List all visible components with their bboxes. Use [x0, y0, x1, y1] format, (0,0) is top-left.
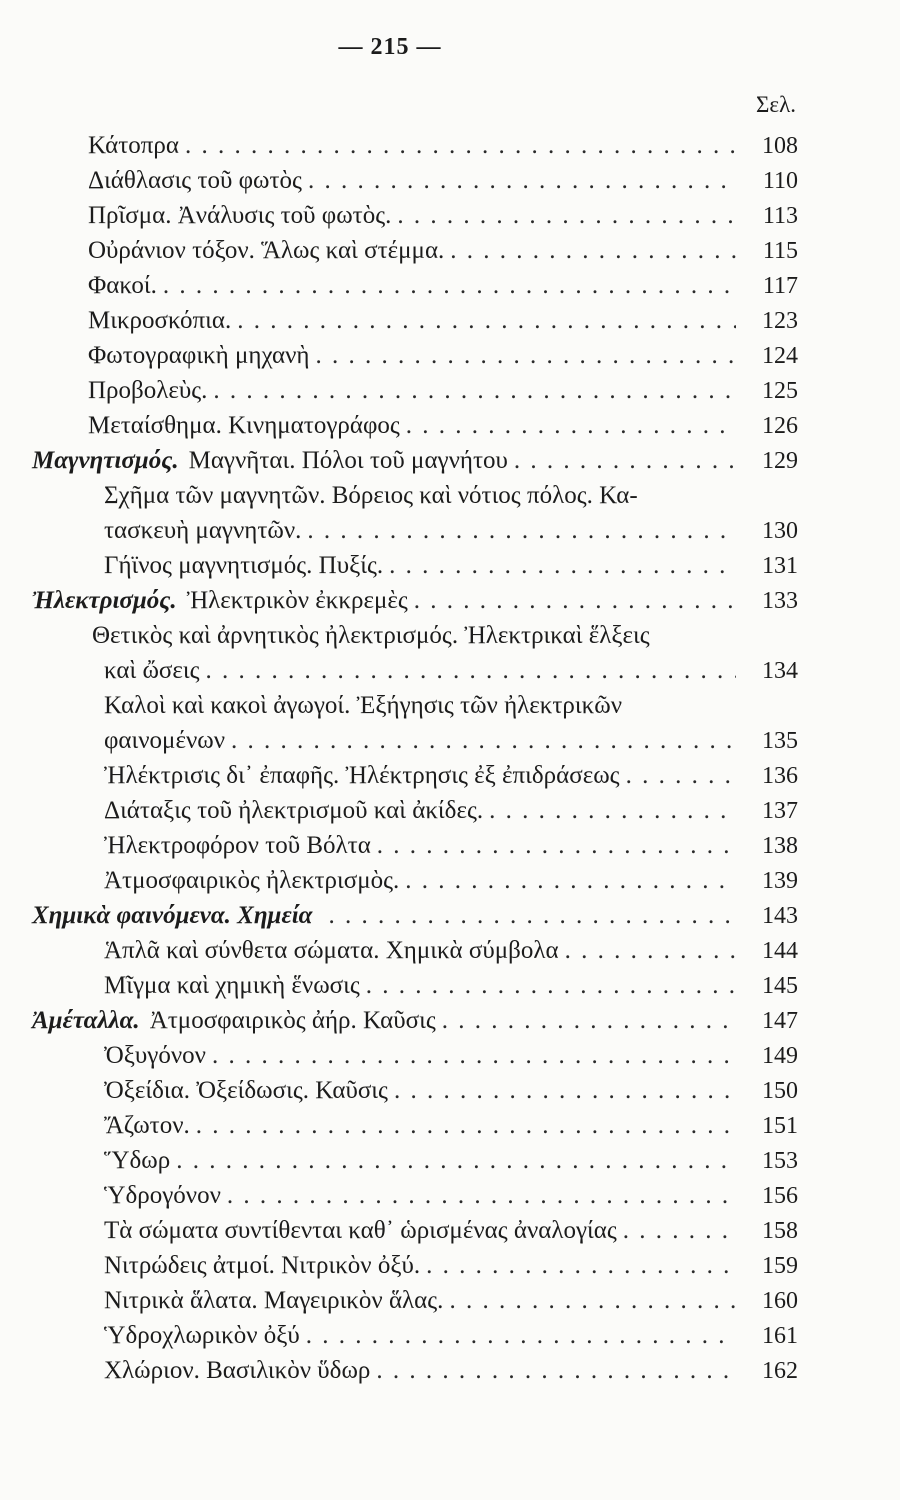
toc-entry [0, 408, 900, 443]
toc-entry [0, 688, 900, 758]
entry-title: Οὐράνιον τόξον. Ἅλως καὶ στέμμα. [88, 237, 445, 264]
entry-title: Νιτρώδεις ἀτμοί. Νιτρικὸν ὀξύ. [104, 1252, 421, 1279]
dot-leader [185, 128, 736, 163]
entry-page-number: 158 [762, 1218, 798, 1244]
dot-leader [163, 268, 736, 303]
dot-leader [213, 373, 736, 408]
entry-page-number: 134 [762, 658, 798, 684]
section-heading: Μαγνητισμός. [32, 447, 179, 474]
entry-line [0, 303, 900, 338]
entry-title: Ἀτμοσφαιρικὸς ἠλεκτρισμὸς. [104, 867, 400, 894]
entry-title: Σχῆμα τῶν μαγνητῶν. Βόρειος καὶ νότιος πόλος. Κα- [104, 482, 638, 509]
entry-title: καὶ ὤσεις [104, 657, 200, 684]
table-of-contents [0, 128, 900, 1388]
entry-page-number: 147 [762, 1008, 798, 1034]
toc-entry [0, 163, 900, 198]
toc-entry [0, 548, 900, 583]
entry-page-number: 162 [762, 1358, 798, 1384]
dot-leader [308, 163, 736, 198]
toc-entry [0, 1318, 900, 1353]
dot-leader [377, 828, 736, 863]
entry-line [0, 828, 900, 863]
dot-leader [623, 1213, 736, 1248]
entry-page-number: 160 [762, 1288, 798, 1314]
entry-line [0, 548, 900, 583]
entry-page-number: 110 [762, 168, 798, 194]
entry-title: Ἠλεκτροφόρον τοῦ Βόλτα [104, 832, 371, 859]
toc-entry [0, 128, 900, 163]
dot-leader [212, 1038, 736, 1073]
entry-line [0, 1318, 900, 1353]
dot-leader [394, 1073, 736, 1108]
entry-page-number: 136 [762, 763, 798, 789]
entry-page-number: 149 [762, 1043, 798, 1069]
entry-title: Διάθλασις τοῦ φωτὸς [88, 167, 302, 194]
dot-leader [176, 1143, 736, 1178]
dot-leader [442, 1003, 736, 1038]
section-heading: Ἠλεκτρισμός. [32, 587, 177, 614]
entry-page-number: 125 [762, 378, 798, 404]
dot-leader [405, 863, 736, 898]
entry-page-number: 130 [762, 518, 798, 544]
entry-line [0, 863, 900, 898]
toc-entry [0, 793, 900, 828]
dot-leader [426, 1248, 736, 1283]
entry-page-number: 123 [762, 308, 798, 334]
dot-leader [366, 968, 736, 1003]
entry-page-number: 135 [762, 728, 798, 754]
entry-line [0, 128, 900, 163]
entry-page-number: 150 [762, 1078, 798, 1104]
toc-entry [0, 268, 900, 303]
entry-title: Νιτρικὰ ἅλατα. Μαγειρικὸν ἅλας. [104, 1287, 444, 1314]
entry-title: Μῖγμα καὶ χημικὴ ἕνωσις [104, 972, 360, 999]
entry-page-number: 151 [762, 1113, 798, 1139]
entry-line [0, 163, 900, 198]
entry-line [0, 1073, 900, 1108]
dot-leader [397, 198, 736, 233]
dot-leader [514, 443, 736, 478]
entry-page-number: 156 [762, 1183, 798, 1209]
toc-entry [0, 1353, 900, 1388]
entry-line [0, 793, 900, 828]
entry-page-number: 144 [762, 938, 798, 964]
entry-title: Χλώριον. Βασιλικὸν ὕδωρ [104, 1357, 371, 1384]
toc-entry [0, 233, 900, 268]
entry-page-number: 115 [762, 238, 798, 264]
entry-line [0, 1178, 900, 1213]
entry-title: Ἁπλᾶ καὶ σύνθετα σώματα. Χημικὰ σύμβολα [104, 937, 559, 964]
dot-leader [389, 548, 736, 583]
toc-entry [0, 863, 900, 898]
toc-entry [0, 1213, 900, 1248]
toc-section-electricity [0, 583, 900, 618]
entry-title: Ὑδροχλωρικὸν ὀξύ [104, 1322, 300, 1349]
entry-title: Ὀξυγόνον [104, 1042, 206, 1069]
dot-leader [328, 898, 736, 933]
entry-line [0, 408, 900, 443]
entry-line [0, 583, 900, 618]
entry-title: Φακοί. [88, 272, 157, 299]
section-heading: Ἀμέταλλα. [32, 1007, 140, 1034]
dot-leader [489, 793, 736, 828]
entry-title: Ἀτμοσφαιρικὸς ἀήρ. Καῦσις [149, 1007, 436, 1034]
dot-leader [315, 338, 736, 373]
entry-title: Τὰ σώματα συντίθενται καθ᾽ ὡρισμένας ἀναλογίας [104, 1217, 617, 1244]
toc-entry [0, 1283, 900, 1318]
entry-page-number: 117 [762, 273, 798, 299]
entry-line [0, 758, 900, 793]
entry-line [0, 1248, 900, 1283]
entry-page-number: 129 [762, 448, 798, 474]
toc-entry [0, 828, 900, 863]
entry-title: Γήϊνος μαγνητισμός. Πυξίς. [104, 552, 384, 579]
dot-leader [307, 513, 736, 548]
toc-entry [0, 618, 900, 688]
entry-line [0, 1213, 900, 1248]
dot-leader [231, 723, 736, 758]
toc-section-chemistry [0, 898, 900, 933]
entry-title: τασκευὴ μαγνητῶν. [104, 517, 302, 544]
toc-entry [0, 1108, 900, 1143]
dot-leader [237, 303, 736, 338]
entry-line [0, 618, 900, 653]
entry-page-number: 113 [762, 203, 798, 229]
toc-entry [0, 1178, 900, 1213]
entry-page-number: 133 [762, 588, 798, 614]
entry-title: Μαγνῆται. Πόλοι τοῦ μαγνήτου [188, 447, 508, 474]
entry-title: Κάτοπρα [88, 132, 179, 159]
entry-line [0, 443, 900, 478]
dot-leader [206, 653, 736, 688]
entry-line [0, 1108, 900, 1143]
entry-line [0, 1003, 900, 1038]
toc-entry [0, 303, 900, 338]
entry-title: Ἠλέκτρισις δι᾽ ἐπαφῆς. Ἠλέκτρησις ἐξ ἐπιδράσεως [104, 762, 620, 789]
entry-page-number: 126 [762, 413, 798, 439]
toc-entry [0, 338, 900, 373]
entry-title: Μικροσκόπια. [88, 307, 232, 334]
dot-leader [227, 1178, 736, 1213]
dot-leader [376, 1353, 736, 1388]
entry-page-number: 161 [762, 1323, 798, 1349]
dot-leader [626, 758, 736, 793]
toc-entry [0, 1038, 900, 1073]
toc-entry [0, 758, 900, 793]
dot-leader [449, 1283, 736, 1318]
page-column-label: Σελ. [756, 92, 796, 117]
entry-page-number: 139 [762, 868, 798, 894]
entry-page-number: 131 [762, 553, 798, 579]
dot-leader [196, 1108, 736, 1143]
entry-line [0, 1283, 900, 1318]
entry-line [0, 1038, 900, 1073]
entry-title: Μεταίσθημα. Κινηματογράφος [88, 412, 400, 439]
entry-line [0, 898, 900, 933]
entry-line [0, 373, 900, 408]
entry-page-number: 138 [762, 833, 798, 859]
entry-line [0, 723, 900, 758]
toc-entry [0, 198, 900, 233]
page-number: — 215 — [338, 34, 442, 60]
dot-leader [406, 408, 736, 443]
entry-title: φαινομένων [104, 727, 226, 754]
entry-title: Πρῖσμα. Ἀνάλυσις τοῦ φωτὸς. [88, 202, 392, 229]
entry-line [0, 478, 900, 513]
toc-section-nonmetals [0, 1003, 900, 1038]
dot-leader [414, 583, 736, 618]
toc-entry [0, 1143, 900, 1178]
entry-title: Θετικὸς καὶ ἀρνητικὸς ἠλεκτρισμός. Ἠλεκτρικαὶ ἕλξεις [92, 622, 650, 649]
toc-entry [0, 1073, 900, 1108]
section-heading: Χημικὰ φαινόμενα. Χημεία [32, 902, 313, 929]
entry-line [0, 338, 900, 373]
entry-page-number: 108 [762, 133, 798, 159]
entry-page-number: 143 [762, 903, 798, 929]
toc-section-magnetism [0, 443, 900, 478]
dot-leader [306, 1318, 736, 1353]
entry-line [0, 1353, 900, 1388]
entry-title: Ἠλεκτρικὸν ἐκκρεμὲς [186, 587, 408, 614]
entry-title: Ὀξείδια. Ὀξείδωσις. Καῦσις [104, 1077, 388, 1104]
toc-entry [0, 933, 900, 968]
toc-entry [0, 1248, 900, 1283]
toc-entry [0, 478, 900, 548]
entry-line [0, 968, 900, 1003]
entry-page-number: 153 [762, 1148, 798, 1174]
entry-page-number: 159 [762, 1253, 798, 1279]
entry-line [0, 233, 900, 268]
entry-page-number: 137 [762, 798, 798, 824]
dot-leader [565, 933, 736, 968]
entry-page-number: 124 [762, 343, 798, 369]
entry-title: Ὑδρογόνον [104, 1182, 221, 1209]
entry-title: Ἄζωτον. [104, 1112, 190, 1139]
entry-line [0, 933, 900, 968]
toc-entry [0, 373, 900, 408]
entry-line [0, 688, 900, 723]
entry-title: Διάταξις τοῦ ἠλεκτρισμοῦ καὶ ἀκίδες. [104, 797, 484, 824]
entry-line [0, 513, 900, 548]
entry-title: Καλοὶ καὶ κακοὶ ἀγωγοί. Ἐξήγησις τῶν ἠλεκτρικῶν [104, 692, 622, 719]
entry-line [0, 198, 900, 233]
entry-title: Ὕδωρ [104, 1147, 171, 1174]
dot-leader [450, 233, 736, 268]
entry-title: Φωτογραφικὴ μηχανὴ [88, 342, 310, 369]
entry-line [0, 1143, 900, 1178]
entry-title: Προβολεὺς. [88, 377, 208, 404]
entry-line [0, 268, 900, 303]
toc-entry [0, 968, 900, 1003]
entry-line [0, 653, 900, 688]
entry-page-number: 145 [762, 973, 798, 999]
